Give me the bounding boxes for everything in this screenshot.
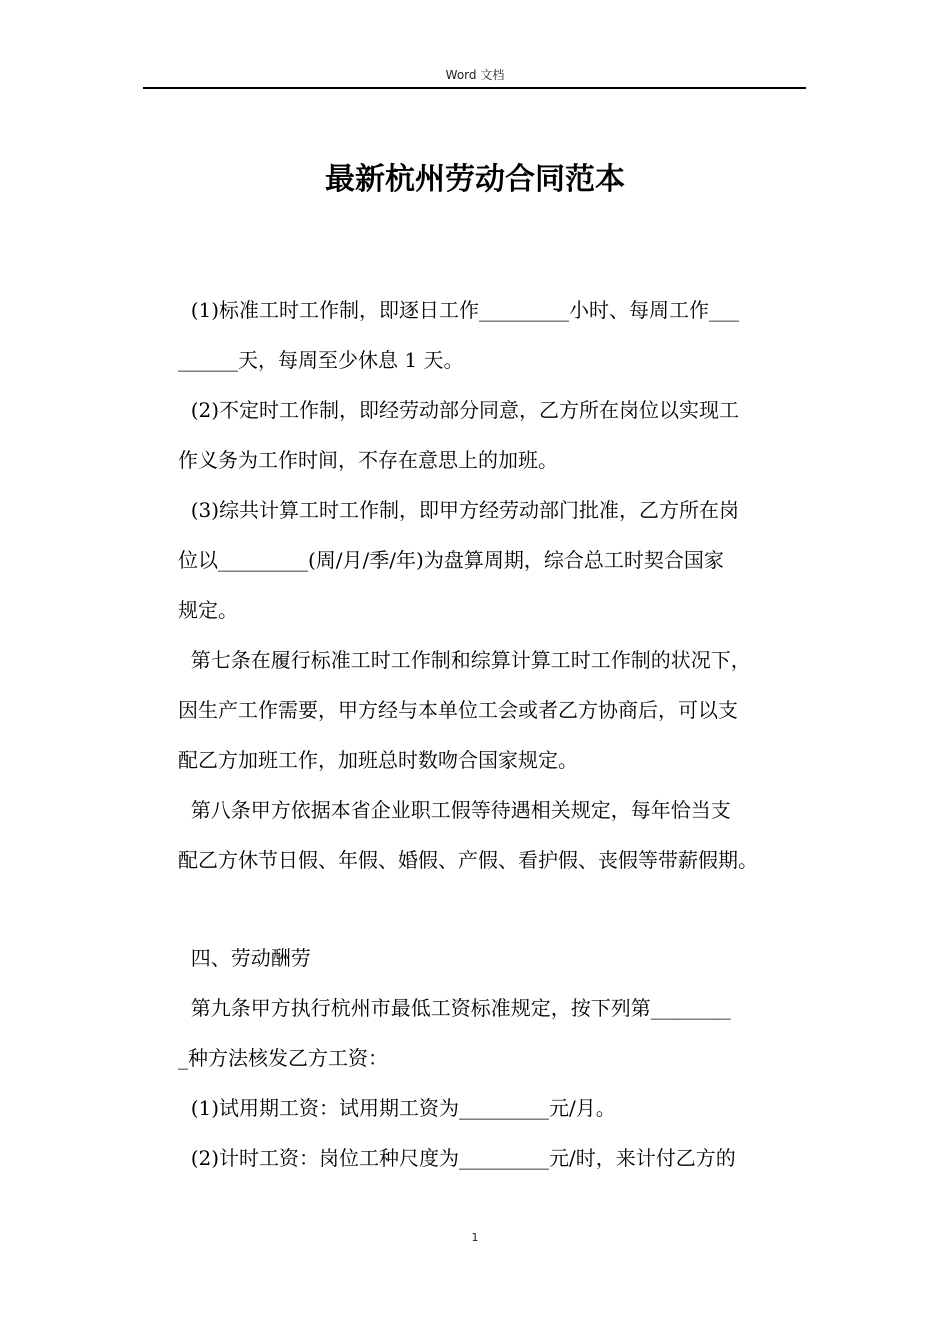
body-line: 配乙方休节日假、年假、婚假、产假、看护假、丧假等带薪假期。: [178, 848, 758, 872]
body-line: 作义务为工作时间，不存在意思上的加班。: [178, 448, 558, 472]
body-line: 因生产工作需要，甲方经与本单位工会或者乙方协商后，可以支: [178, 698, 738, 722]
section-heading: 四、劳动酬劳: [178, 946, 311, 970]
body-line: (3)综共计算工时工作制，即甲方经劳动部门批准，乙方所在岗: [178, 498, 740, 522]
body-line: (1)标准工时工作制，即逐日工作_________小时、每周工作___: [178, 298, 740, 322]
page-header-label: Word 文档: [445, 68, 505, 82]
body-line: _种方法核发乙方工资：: [178, 1046, 388, 1070]
body-line: 位以_________(周/月/季/年)为盘算周期，综合总工时契合国家: [178, 548, 724, 572]
page-number: 1: [471, 1231, 479, 1244]
document-title: 最新杭州劳动合同范本: [325, 162, 625, 197]
header-divider: [143, 87, 806, 89]
body-line: 规定。: [178, 598, 238, 622]
body-line: (1)试用期工资：试用期工资为_________元/月。: [178, 1096, 616, 1120]
body-line: ______天，每周至少休息 1 天。: [178, 348, 464, 372]
body-line: 配乙方加班工作，加班总时数吻合国家规定。: [178, 748, 578, 772]
body-line: 第七条在履行标准工时工作制和综算计算工时工作制的状况下，: [178, 648, 751, 672]
body-line: 第八条甲方依据本省企业职工假等待遇相关规定，每年恰当支: [178, 798, 731, 822]
body-line: (2)不定时工作制，即经劳动部分同意，乙方所在岗位以实现工: [178, 398, 740, 422]
body-line: 第九条甲方执行杭州市最低工资标准规定，按下列第________: [178, 996, 731, 1020]
body-line: (2)计时工资：岗位工种尺度为_________元/时，来计付乙方的: [178, 1146, 736, 1170]
